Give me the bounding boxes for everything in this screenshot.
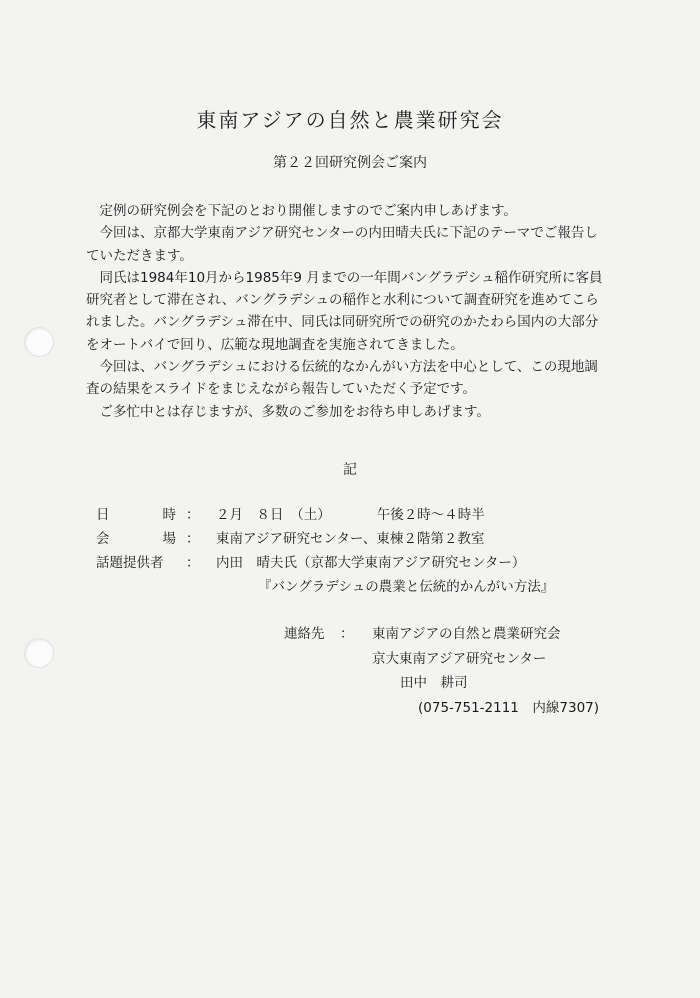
paragraph: 今回は、京都大学東南アジア研究センターの内田晴夫氏に下記のテーマでご報告していただきます。 bbox=[86, 225, 598, 264]
topic-value: 『バングラデシュの農業と伝統的かんがい方法』 bbox=[258, 579, 555, 595]
document-subtitle: 第２２回研究例会ご案内 bbox=[273, 155, 427, 171]
event-details bbox=[96, 503, 554, 599]
speaker-label: 話題提供者 bbox=[96, 555, 164, 571]
contact-block bbox=[284, 622, 599, 720]
date-value: ２月 ８日 （土） bbox=[216, 507, 331, 523]
paragraph: ご多忙中とは存じますが、多数のご参加をお待ち申しあげます。 bbox=[99, 403, 490, 420]
date-label-char: 時 bbox=[162, 507, 176, 523]
venue-value: 東南アジア研究センター、東棟２階第２教室 bbox=[216, 531, 485, 547]
contact-center: 京大東南アジア研究センター bbox=[372, 650, 547, 667]
paragraph: 同氏は1984年10月から1985年9 月までの一年間バングラデシュ稲作研究所に客員研究者として滞在され、バングラデシュの稲作と水利について調査研究を進めてこられました。バングラデシュ滞在中、同氏は同研究所での研究のかたわら国内の大部分をオートバイで回り、広範な現地調査を実施されてきました。 bbox=[86, 269, 603, 353]
contact-person: 田中 耕司 bbox=[400, 675, 468, 691]
punch-hole bbox=[24, 638, 54, 668]
venue-label-char: 会 bbox=[96, 531, 110, 547]
contact-row bbox=[284, 696, 599, 721]
ki-heading: 記 bbox=[343, 462, 357, 478]
paragraph: 定例の研究例会を下記のとおり開催しますのでご案内申しあげます。 bbox=[99, 203, 517, 219]
colon: ： bbox=[186, 507, 200, 523]
date-label bbox=[96, 503, 176, 527]
venue-label-char: 場 bbox=[162, 531, 176, 547]
contact-row bbox=[284, 622, 599, 647]
speaker-row bbox=[96, 551, 554, 575]
colon: ： bbox=[186, 555, 200, 571]
topic-row bbox=[96, 575, 554, 599]
contact-org: 東南アジアの自然と農業研究会 bbox=[372, 626, 561, 642]
date-row bbox=[96, 503, 554, 527]
colon: ： bbox=[340, 626, 354, 642]
contact-phone: (075-751-2111 内線7307) bbox=[418, 699, 600, 716]
venue-row bbox=[96, 527, 554, 551]
time-value: 午後２時～４時半 bbox=[376, 507, 485, 523]
contact-label: 連絡先 bbox=[284, 626, 325, 642]
contact-row bbox=[284, 671, 599, 696]
body-text bbox=[86, 200, 606, 423]
contact-row bbox=[284, 647, 599, 672]
paragraph: 今回は、バングラデシュにおける伝統的なかんがい方法を中心として、この現地調査の結果をスライドをまじえながら報告していただく予定です。 bbox=[86, 359, 598, 398]
document-title: 東南アジアの自然と農業研究会 bbox=[196, 108, 504, 132]
speaker-value: 内田 晴夫氏（京都大学東南アジア研究センター） bbox=[216, 555, 526, 571]
date-label-char: 日 bbox=[96, 507, 110, 523]
punch-hole bbox=[24, 327, 54, 357]
colon: ： bbox=[186, 531, 200, 547]
venue-label bbox=[96, 527, 176, 551]
